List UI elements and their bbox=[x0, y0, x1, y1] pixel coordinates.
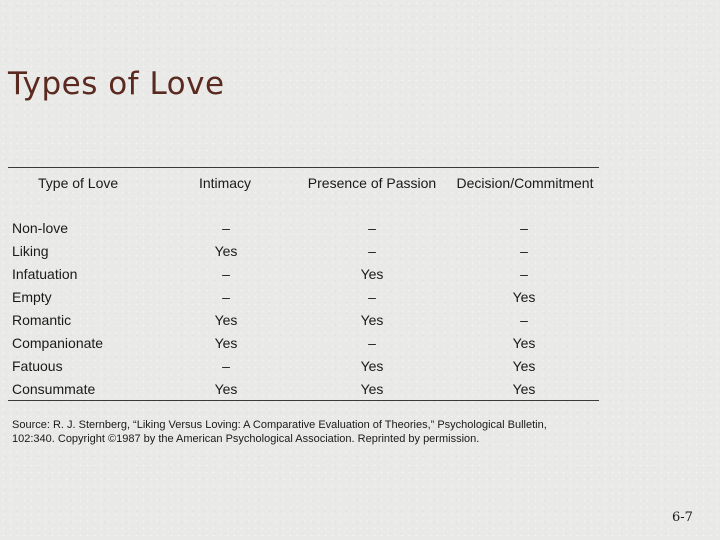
cell-passion: – bbox=[368, 335, 376, 351]
cell-commitment: Yes bbox=[512, 335, 536, 351]
cell-type: Fatuous bbox=[12, 358, 63, 374]
cell-commitment: – bbox=[520, 266, 528, 282]
header-commitment: Decision/Commitment bbox=[456, 175, 594, 191]
header-intimacy: Intimacy bbox=[198, 175, 252, 191]
cell-intimacy: – bbox=[222, 266, 230, 282]
source-line-2: 102:340. Copyright ©1987 by the American Psychological Association. Reprinted by permission. bbox=[12, 433, 480, 445]
cell-commitment: Yes bbox=[512, 381, 536, 397]
cell-type: Consummate bbox=[12, 381, 96, 397]
cell-intimacy: Yes bbox=[214, 312, 238, 328]
cell-commitment: – bbox=[520, 243, 528, 259]
cell-intimacy: – bbox=[222, 220, 230, 236]
cell-passion: Yes bbox=[360, 358, 384, 374]
cell-passion: Yes bbox=[360, 266, 384, 282]
cell-intimacy: – bbox=[222, 358, 230, 374]
page-number: 6-7 bbox=[672, 510, 693, 525]
source-citation bbox=[12, 418, 612, 446]
source-line-1: Source: R. J. Sternberg, “Liking Versus Loving: A Comparative Evaluation of Theories,” Psychological Bulletin, bbox=[12, 419, 547, 431]
cell-commitment: Yes bbox=[512, 358, 536, 374]
header-type-of-love: Type of Love bbox=[38, 175, 119, 191]
cell-type: Empty bbox=[12, 289, 52, 305]
cell-intimacy: Yes bbox=[214, 243, 238, 259]
cell-type: Infatuation bbox=[12, 266, 78, 282]
cell-type: Non-love bbox=[12, 220, 69, 236]
cell-passion: Yes bbox=[360, 312, 384, 328]
cell-type: Liking bbox=[12, 243, 49, 259]
cell-commitment: – bbox=[520, 220, 528, 236]
cell-type: Companionate bbox=[12, 335, 104, 351]
cell-commitment: Yes bbox=[512, 289, 536, 305]
slide-title: Types of Love bbox=[8, 66, 225, 102]
cell-passion: – bbox=[368, 289, 376, 305]
cell-passion: – bbox=[368, 243, 376, 259]
cell-passion: Yes bbox=[360, 381, 384, 397]
cell-commitment: – bbox=[520, 312, 528, 328]
cell-passion: – bbox=[368, 220, 376, 236]
cell-intimacy: – bbox=[222, 289, 230, 305]
table-bottom-rule bbox=[8, 400, 599, 401]
cell-intimacy: Yes bbox=[214, 381, 238, 397]
header-passion: Presence of Passion bbox=[307, 175, 437, 191]
cell-type: Romantic bbox=[12, 312, 72, 328]
cell-intimacy: Yes bbox=[214, 335, 238, 351]
table-top-rule bbox=[8, 167, 599, 168]
